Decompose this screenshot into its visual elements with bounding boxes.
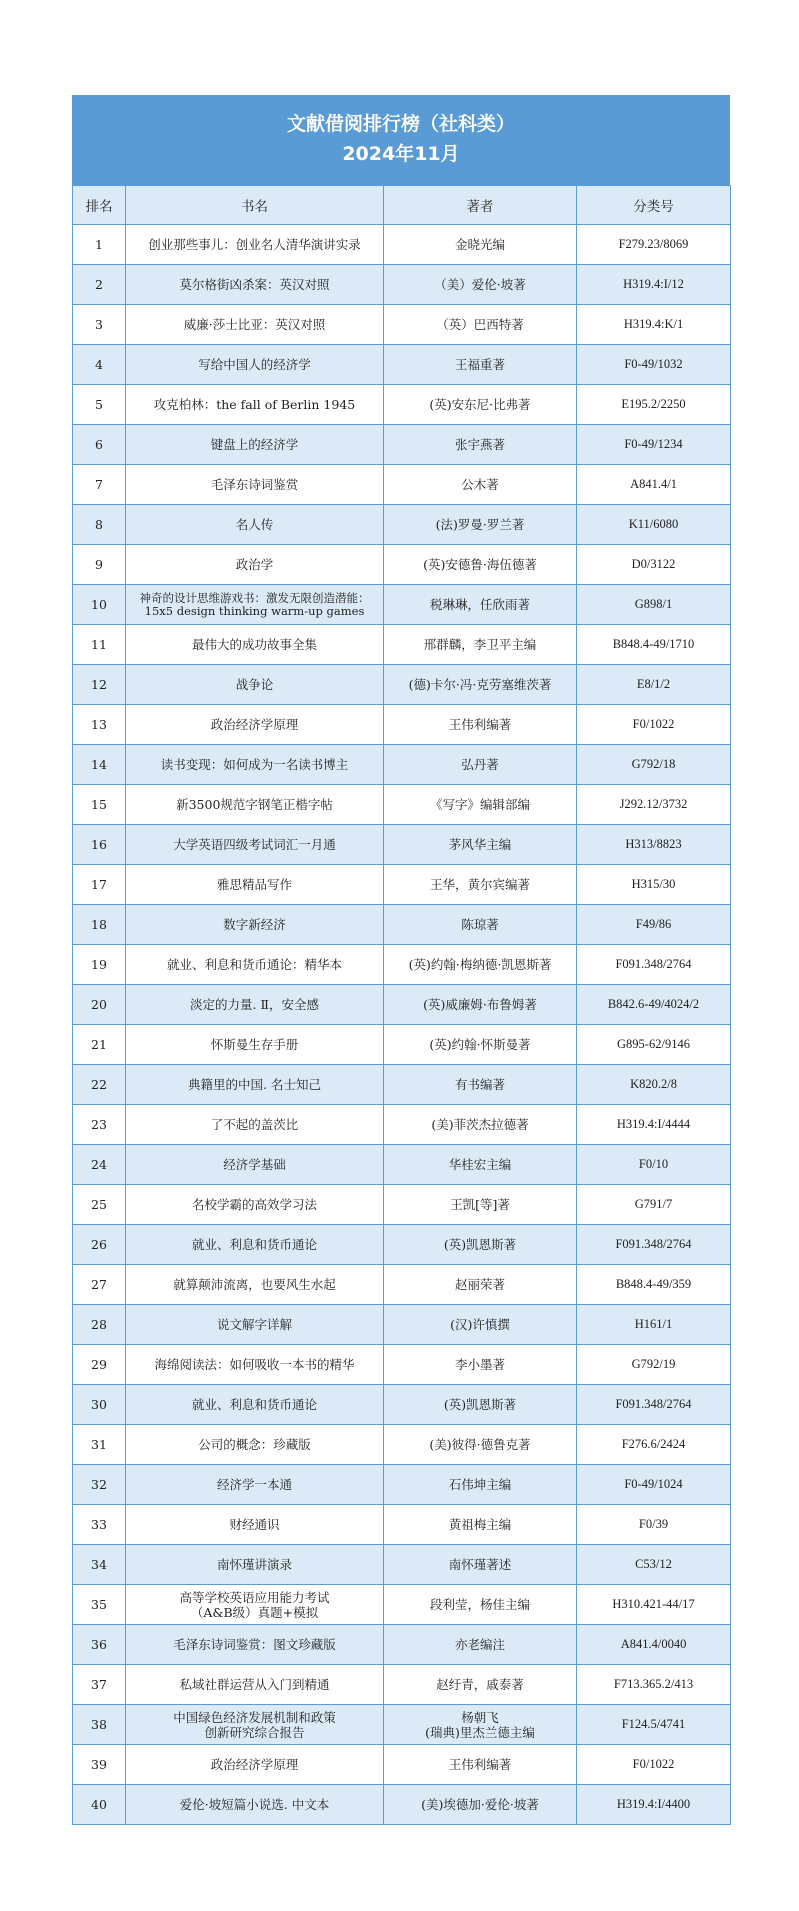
- table-row: [73, 1225, 731, 1265]
- cell-author: （美）爱伦·坡著: [384, 265, 577, 305]
- table-row: [73, 1505, 731, 1545]
- cell-class-no: F091.348/2764: [577, 945, 731, 985]
- cell-title: 私域社群运营从入门到精通: [126, 1665, 384, 1705]
- ranking-sheet: [72, 95, 730, 1825]
- cell-rank: 32: [73, 1465, 126, 1505]
- cell-class-no: H319.4:I/4444: [577, 1105, 731, 1145]
- cell-rank: 9: [73, 545, 126, 585]
- cell-class-no: H319.4:K/1: [577, 305, 731, 345]
- cell-rank: 22: [73, 1065, 126, 1105]
- cell-author: 王华，黄尔宾编著: [384, 865, 577, 905]
- table-row: [73, 905, 731, 945]
- cell-class-no: E8/1/2: [577, 665, 731, 705]
- cell-author: 石伟坤主编: [384, 1465, 577, 1505]
- table-row: [73, 1105, 731, 1145]
- cell-author: (英)安东尼·比弗著: [384, 385, 577, 425]
- table-row: [73, 625, 731, 665]
- cell-author: 王伟利编著: [384, 1745, 577, 1785]
- table-row: [73, 385, 731, 425]
- cell-title: 读书变现：如何成为一名读书博主: [126, 745, 384, 785]
- cell-class-no: H315/30: [577, 865, 731, 905]
- cell-rank: 28: [73, 1305, 126, 1345]
- cell-author: 黄祖梅主编: [384, 1505, 577, 1545]
- cell-author: 华桂宏主编: [384, 1145, 577, 1185]
- table-row: [73, 865, 731, 905]
- column-header-title: 书名: [126, 186, 384, 225]
- cell-rank: 25: [73, 1185, 126, 1225]
- cell-author: 茅风华主编: [384, 825, 577, 865]
- cell-title: 名人传: [126, 505, 384, 545]
- cell-title: 公司的概念：珍藏版: [126, 1425, 384, 1465]
- cell-title: 淡定的力量. Ⅱ，安全感: [126, 985, 384, 1025]
- column-header-author: 著者: [384, 186, 577, 225]
- cell-author: 公木著: [384, 465, 577, 505]
- cell-author: 有书编著: [384, 1065, 577, 1105]
- cell-rank: 15: [73, 785, 126, 825]
- cell-author: (英)约翰·怀斯曼著: [384, 1025, 577, 1065]
- cell-author: 《写字》编辑部编: [384, 785, 577, 825]
- cell-author: 税琳琳，任欣雨著: [384, 585, 577, 625]
- table-row: [73, 1305, 731, 1345]
- cell-class-no: H319.4:I/4400: [577, 1785, 731, 1825]
- cell-title: 神奇的设计思维游戏书：激发无限创造潜能：15x5 design thinking warm-up games: [126, 585, 384, 625]
- column-header-rank: 排名: [73, 186, 126, 225]
- cell-rank: 6: [73, 425, 126, 465]
- cell-title: 毛泽东诗词鉴赏: [126, 465, 384, 505]
- cell-title: 爱伦·坡短篇小说选. 中文本: [126, 1785, 384, 1825]
- cell-class-no: F091.348/2764: [577, 1225, 731, 1265]
- cell-rank: 29: [73, 1345, 126, 1385]
- cell-rank: 18: [73, 905, 126, 945]
- cell-rank: 27: [73, 1265, 126, 1305]
- cell-title: 典籍里的中国. 名士知己: [126, 1065, 384, 1105]
- cell-class-no: B848.4-49/359: [577, 1265, 731, 1305]
- table-row: [73, 1265, 731, 1305]
- page-subtitle: 2024年11月: [342, 143, 460, 165]
- cell-rank: 12: [73, 665, 126, 705]
- cell-title: 写给中国人的经济学: [126, 345, 384, 385]
- table-row: [73, 1385, 731, 1425]
- cell-author: 邢群麟，李卫平主编: [384, 625, 577, 665]
- cell-author: 王凯[等]著: [384, 1185, 577, 1225]
- cell-rank: 31: [73, 1425, 126, 1465]
- table-row: [73, 505, 731, 545]
- table-row: [73, 1745, 731, 1785]
- cell-author: (英)威廉姆·布鲁姆著: [384, 985, 577, 1025]
- cell-author: 弘丹著: [384, 745, 577, 785]
- table-row: [73, 985, 731, 1025]
- cell-title: 经济学一本通: [126, 1465, 384, 1505]
- table-row: [73, 1705, 731, 1745]
- table-row: [73, 1665, 731, 1705]
- cell-title: 就业、利息和货币通论: [126, 1225, 384, 1265]
- table-row: [73, 1185, 731, 1225]
- cell-rank: 11: [73, 625, 126, 665]
- cell-class-no: F0-49/1024: [577, 1465, 731, 1505]
- table-row: [73, 425, 731, 465]
- cell-rank: 26: [73, 1225, 126, 1265]
- cell-title: 大学英语四级考试词汇一月通: [126, 825, 384, 865]
- table-row: [73, 745, 731, 785]
- table-row: [73, 665, 731, 705]
- cell-author: 亦老编注: [384, 1625, 577, 1665]
- cell-class-no: H310.421-44/17: [577, 1585, 731, 1625]
- cell-class-no: H313/8823: [577, 825, 731, 865]
- cell-author: 杨朝飞 (瑞典)里杰兰德主编: [384, 1705, 577, 1745]
- cell-class-no: F0-49/1234: [577, 425, 731, 465]
- cell-rank: 17: [73, 865, 126, 905]
- cell-title: 怀斯曼生存手册: [126, 1025, 384, 1065]
- cell-class-no: F276.6/2424: [577, 1425, 731, 1465]
- cell-rank: 7: [73, 465, 126, 505]
- cell-author: 金晓光编: [384, 225, 577, 265]
- cell-author: 王伟利编著: [384, 705, 577, 745]
- cell-class-no: F124.5/4741: [577, 1705, 731, 1745]
- cell-title: 了不起的盖茨比: [126, 1105, 384, 1145]
- cell-author: （英）巴西特著: [384, 305, 577, 345]
- cell-class-no: F0/10: [577, 1145, 731, 1185]
- cell-rank: 14: [73, 745, 126, 785]
- cell-class-no: A841.4/1: [577, 465, 731, 505]
- cell-rank: 34: [73, 1545, 126, 1585]
- table-row: [73, 1345, 731, 1385]
- ranking-table: [72, 185, 731, 1825]
- cell-rank: 33: [73, 1505, 126, 1545]
- cell-rank: 10: [73, 585, 126, 625]
- cell-author: 陈琼著: [384, 905, 577, 945]
- cell-author: (美)彼得·德鲁克著: [384, 1425, 577, 1465]
- cell-title: 新3500规范字钢笔正楷字帖: [126, 785, 384, 825]
- cell-title: 说文解字详解: [126, 1305, 384, 1345]
- cell-title: 海绵阅读法：如何吸收一本书的精华: [126, 1345, 384, 1385]
- cell-class-no: B842.6-49/4024/2: [577, 985, 731, 1025]
- table-row: [73, 1465, 731, 1505]
- cell-rank: 35: [73, 1585, 126, 1625]
- cell-class-no: F091.348/2764: [577, 1385, 731, 1425]
- table-row: [73, 545, 731, 585]
- table-row: [73, 1545, 731, 1585]
- table-row: [73, 1785, 731, 1825]
- cell-title: 威廉·莎士比亚：英汉对照: [126, 305, 384, 345]
- cell-author: 段利莹，杨佳主编: [384, 1585, 577, 1625]
- cell-class-no: F0/1022: [577, 1745, 731, 1785]
- cell-author: (汉)许慎撰: [384, 1305, 577, 1345]
- cell-title: 雅思精品写作: [126, 865, 384, 905]
- cell-author: 赵丽荣著: [384, 1265, 577, 1305]
- cell-class-no: G895-62/9146: [577, 1025, 731, 1065]
- table-row: [73, 225, 731, 265]
- cell-author: (英)凯恩斯著: [384, 1225, 577, 1265]
- cell-class-no: F713.365.2/413: [577, 1665, 731, 1705]
- title-banner: [72, 95, 730, 185]
- table-row: [73, 785, 731, 825]
- cell-author: (美)菲茨杰拉德著: [384, 1105, 577, 1145]
- cell-rank: 38: [73, 1705, 126, 1745]
- cell-class-no: J292.12/3732: [577, 785, 731, 825]
- cell-title: 经济学基础: [126, 1145, 384, 1185]
- cell-class-no: G898/1: [577, 585, 731, 625]
- cell-class-no: F49/86: [577, 905, 731, 945]
- cell-title: 莫尔格街凶杀案：英汉对照: [126, 265, 384, 305]
- cell-rank: 4: [73, 345, 126, 385]
- cell-rank: 39: [73, 1745, 126, 1785]
- cell-rank: 40: [73, 1785, 126, 1825]
- table-row: [73, 945, 731, 985]
- table-row: [73, 305, 731, 345]
- table-row: [73, 1425, 731, 1465]
- table-row: [73, 1585, 731, 1625]
- cell-class-no: H161/1: [577, 1305, 731, 1345]
- cell-class-no: F279.23/8069: [577, 225, 731, 265]
- header-row: [73, 186, 731, 225]
- cell-class-no: F0-49/1032: [577, 345, 731, 385]
- cell-author: 王福重著: [384, 345, 577, 385]
- cell-author: (英)约翰·梅纳德·凯恩斯著: [384, 945, 577, 985]
- cell-class-no: C53/12: [577, 1545, 731, 1585]
- cell-title: 就业、利息和货币通论：精华本: [126, 945, 384, 985]
- cell-author: (美)埃德加·爱伦·坡著: [384, 1785, 577, 1825]
- cell-class-no: D0/3122: [577, 545, 731, 585]
- cell-class-no: G792/18: [577, 745, 731, 785]
- cell-title: 最伟大的成功故事全集: [126, 625, 384, 665]
- cell-title: 数字新经济: [126, 905, 384, 945]
- cell-class-no: F0/39: [577, 1505, 731, 1545]
- cell-author: (德)卡尔·冯·克劳塞维茨著: [384, 665, 577, 705]
- table-row: [73, 1625, 731, 1665]
- cell-title: 南怀瑾讲演录: [126, 1545, 384, 1585]
- cell-author: 张宇燕著: [384, 425, 577, 465]
- cell-rank: 36: [73, 1625, 126, 1665]
- cell-class-no: A841.4/0040: [577, 1625, 731, 1665]
- cell-title: 中国绿色经济发展机制和政策 创新研究综合报告: [126, 1705, 384, 1745]
- cell-rank: 21: [73, 1025, 126, 1065]
- cell-author: 赵纡青，戚泰著: [384, 1665, 577, 1705]
- cell-class-no: H319.4:I/12: [577, 265, 731, 305]
- cell-rank: 16: [73, 825, 126, 865]
- cell-rank: 1: [73, 225, 126, 265]
- cell-rank: 5: [73, 385, 126, 425]
- table-row: [73, 825, 731, 865]
- table-row: [73, 1145, 731, 1185]
- cell-rank: 19: [73, 945, 126, 985]
- cell-author: (英)凯恩斯著: [384, 1385, 577, 1425]
- cell-title: 高等学校英语应用能力考试 （A&B级）真题+模拟: [126, 1585, 384, 1625]
- cell-title: 政治经济学原理: [126, 705, 384, 745]
- cell-rank: 30: [73, 1385, 126, 1425]
- cell-title: 攻克柏林：the fall of Berlin 1945: [126, 385, 384, 425]
- cell-title: 创业那些事儿：创业名人清华演讲实录: [126, 225, 384, 265]
- cell-rank: 13: [73, 705, 126, 745]
- table-row: [73, 1065, 731, 1105]
- cell-title: 就业、利息和货币通论: [126, 1385, 384, 1425]
- cell-title: 名校学霸的高效学习法: [126, 1185, 384, 1225]
- table-row: [73, 345, 731, 385]
- cell-class-no: B848.4-49/1710: [577, 625, 731, 665]
- cell-rank: 2: [73, 265, 126, 305]
- cell-class-no: K11/6080: [577, 505, 731, 545]
- cell-title: 财经通识: [126, 1505, 384, 1545]
- cell-rank: 3: [73, 305, 126, 345]
- cell-title: 毛泽东诗词鉴赏：图文珍藏版: [126, 1625, 384, 1665]
- cell-title: 就算颠沛流离，也要风生水起: [126, 1265, 384, 1305]
- cell-rank: 8: [73, 505, 126, 545]
- table-row: [73, 465, 731, 505]
- cell-class-no: K820.2/8: [577, 1065, 731, 1105]
- cell-class-no: G792/19: [577, 1345, 731, 1385]
- cell-author: 南怀瑾著述: [384, 1545, 577, 1585]
- cell-author: (英)安德鲁·海伍德著: [384, 545, 577, 585]
- page-title: 文献借阅排行榜（社科类）: [286, 113, 515, 135]
- cell-title: 键盘上的经济学: [126, 425, 384, 465]
- cell-class-no: G791/7: [577, 1185, 731, 1225]
- column-header-class-no: 分类号: [577, 186, 731, 225]
- cell-class-no: F0/1022: [577, 705, 731, 745]
- cell-rank: 37: [73, 1665, 126, 1705]
- cell-title: 政治经济学原理: [126, 1745, 384, 1785]
- cell-title: 政治学: [126, 545, 384, 585]
- cell-author: (法)罗曼·罗兰著: [384, 505, 577, 545]
- table-row: [73, 585, 731, 625]
- cell-rank: 20: [73, 985, 126, 1025]
- table-row: [73, 1025, 731, 1065]
- cell-rank: 23: [73, 1105, 126, 1145]
- cell-author: 李小墨著: [384, 1345, 577, 1385]
- cell-title: 战争论: [126, 665, 384, 705]
- cell-class-no: E195.2/2250: [577, 385, 731, 425]
- table-row: [73, 705, 731, 745]
- cell-rank: 24: [73, 1145, 126, 1185]
- table-row: [73, 265, 731, 305]
